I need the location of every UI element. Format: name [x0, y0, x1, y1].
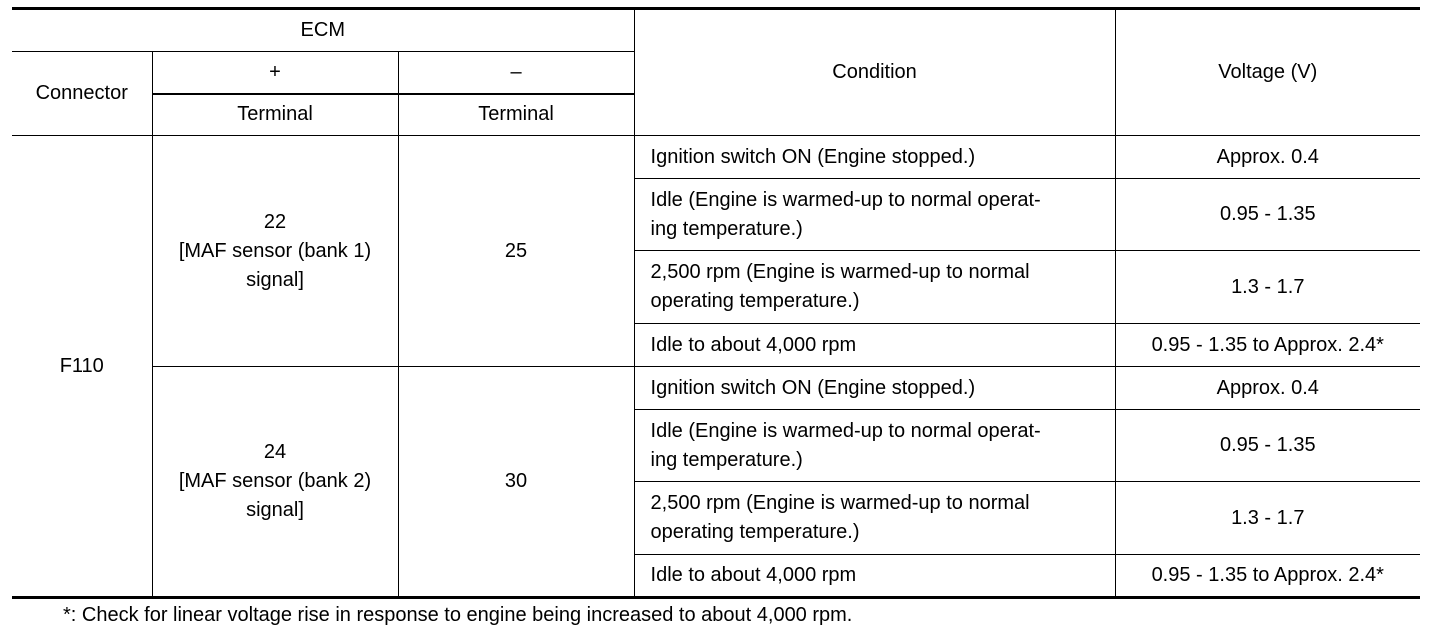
plus-header: + — [152, 52, 398, 94]
plus-terminal-header: Terminal — [152, 94, 398, 136]
voltage-cell: 0.95 - 1.35 — [1115, 179, 1420, 251]
condition-header: Condition — [634, 9, 1115, 136]
condition-cell: Idle to about 4,000 rpm — [634, 324, 1115, 367]
voltage-cell: 0.95 - 1.35 to Approx. 2.4* — [1115, 555, 1420, 598]
connector-header: Connector — [12, 52, 152, 136]
condition-cell: Ignition switch ON (Engine stopped.) — [634, 367, 1115, 410]
minus-header: – — [398, 52, 634, 94]
table-row — [12, 367, 1420, 410]
voltage-cell: Approx. 0.4 — [1115, 367, 1420, 410]
minus-terminal-cell: 30 — [398, 367, 634, 598]
voltage-cell: 1.3 - 1.7 — [1115, 482, 1420, 555]
plus-terminal-cell: 24 [MAF sensor (bank 2) signal] — [152, 367, 398, 598]
footnote: *: Check for linear voltage rise in response to engine being increased to about 4,000 rpm. — [63, 604, 853, 626]
voltage-cell: 0.95 - 1.35 — [1115, 410, 1420, 482]
connector-cell: F110 — [12, 136, 152, 598]
condition-cell: Idle to about 4,000 rpm — [634, 555, 1115, 598]
voltage-cell: 1.3 - 1.7 — [1115, 251, 1420, 324]
voltage-cell: Approx. 0.4 — [1115, 136, 1420, 179]
condition-cell: 2,500 rpm (Engine is warmed-up to normal operating temperature.) — [634, 251, 1115, 324]
minus-terminal-cell: 25 — [398, 136, 634, 367]
plus-terminal-cell: 22 [MAF sensor (bank 1) signal] — [152, 136, 398, 367]
condition-cell: Idle (Engine is warmed-up to normal operat- ing temperature.) — [634, 410, 1115, 482]
table-row — [12, 136, 1420, 179]
minus-terminal-header: Terminal — [398, 94, 634, 136]
ecm-header: ECM — [12, 9, 634, 52]
ecm-terminal-table — [12, 7, 1420, 599]
condition-cell: Ignition switch ON (Engine stopped.) — [634, 136, 1115, 179]
condition-cell: Idle (Engine is warmed-up to normal operat- ing temperature.) — [634, 179, 1115, 251]
voltage-header: Voltage (V) — [1115, 9, 1420, 136]
condition-cell: 2,500 rpm (Engine is warmed-up to normal operating temperature.) — [634, 482, 1115, 555]
voltage-cell: 0.95 - 1.35 to Approx. 2.4* — [1115, 324, 1420, 367]
